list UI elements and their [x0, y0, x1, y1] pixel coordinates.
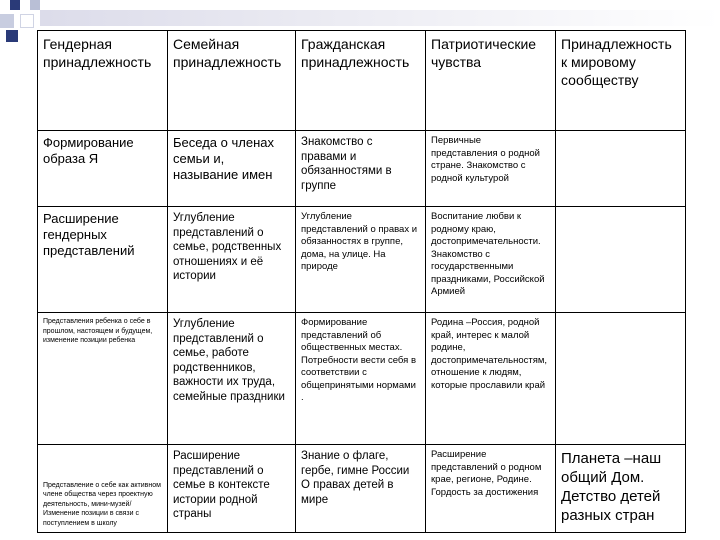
decor-square	[10, 0, 20, 10]
table-cell: Расширение представлений о родном крае, регионе, Родине. Гордость за достижения	[426, 445, 556, 533]
table-cell: Представление о себе как активном члене общества через проектную деятельность, мини-музей/Изменение позиции в связи с поступлением в школу	[38, 445, 168, 533]
table-cell	[556, 313, 686, 445]
header-cell: Гендерная принадлежность	[38, 31, 168, 131]
table-cell: Расширение гендерных представлений	[38, 207, 168, 313]
table-row	[38, 445, 686, 533]
table-cell: Представления ребенка о себе в прошлом, настоящем и будущем, изменение позиции ребенка	[38, 313, 168, 445]
table-cell: Родина –Россия, родной край, интерес к малой родине, достопримечательностям, отношение к людям, которые прославили край	[426, 313, 556, 445]
decor-square	[6, 30, 18, 42]
table-cell: Формирование образа Я	[38, 131, 168, 207]
table-cell: Планета –наш общий Дом. Детство детей разных стран	[556, 445, 686, 533]
table-cell: Первичные представления о родной стране. Знакомство с родной культурой	[426, 131, 556, 207]
title-bar-decoration	[40, 10, 720, 26]
table-cell: Формирование представлений об общественных местах. Потребности вести себя в соответствии с общепринятыми нормами .	[296, 313, 426, 445]
header-cell: Патриотические чувства	[426, 31, 556, 131]
program-table	[37, 30, 686, 533]
decor-square	[20, 14, 34, 28]
decor-square	[30, 0, 40, 10]
table-cell: Расширение представлений о семье в контексте истории родной страны	[168, 445, 296, 533]
table-row	[38, 313, 686, 445]
table-cell: Воспитание любви к родному краю, достопримечательности. Знакомство с государственными праздниками, Российской Армией	[426, 207, 556, 313]
table-cell: Углубление представлений о семье, работе родственников, важности их труда, семейные праздники	[168, 313, 296, 445]
table-row	[38, 207, 686, 313]
decor-square	[0, 14, 14, 28]
table-cell: Углубление представлений о правах и обязанностях в группе, дома, на улице. На природе	[296, 207, 426, 313]
table-cell: Углубление представлений о семье, родственных отношениях и её истории	[168, 207, 296, 313]
header-cell: Семейная принадлежность	[168, 31, 296, 131]
header-cell: Гражданская принадлежность	[296, 31, 426, 131]
table-cell: Знакомство с правами и обязанностями в группе	[296, 131, 426, 207]
table-cell: Знание о флаге, гербе, гимне России О правах детей в мире	[296, 445, 426, 533]
table-header-row	[38, 31, 686, 131]
table-cell: Беседа о членах семьи и, называние имен	[168, 131, 296, 207]
table-row	[38, 131, 686, 207]
table-cell	[556, 207, 686, 313]
table-cell	[556, 131, 686, 207]
header-cell: Принадлежность к мировому сообществу	[556, 31, 686, 131]
